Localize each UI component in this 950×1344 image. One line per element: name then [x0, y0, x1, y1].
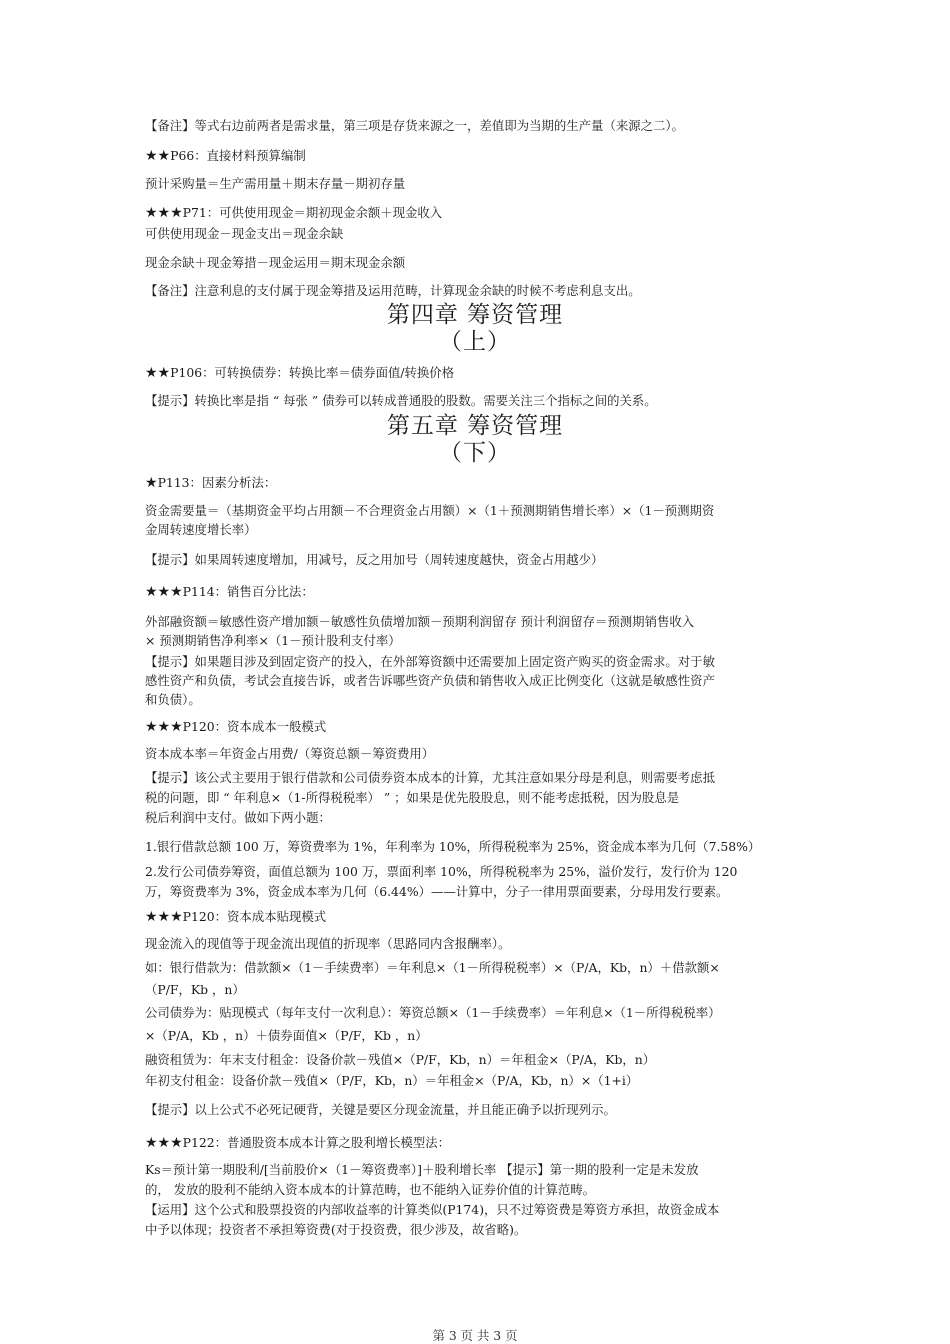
note-line: 【提示】如果周转速度增加，用减号，反之用加号（周转速度越快，资金占用越少）	[145, 552, 604, 567]
note-line: 【提示】该公式主要用于银行借款和公司债券资本成本的计算，尤其注意如果分母是利息，则需要考虑抵	[145, 770, 715, 785]
star-rating: ★	[145, 475, 158, 491]
formula-line: 的， 发放的股利不能纳入资本成本的计算范畴，也不能纳入证券价值的计算范畴。	[145, 1182, 596, 1197]
exercise-line: 1.银行借款总额 100 万，筹资费率为 1%，年利率为 10%，所得税税率为 25%，资金成本率为几何（7.58%）	[145, 839, 761, 854]
exercise-line: 万，筹资费率为 3%，资金成本率为几何（6.44%）——计算中，分子一律用票面要素，分母用发行要素。	[145, 884, 729, 899]
section-heading: ★★★P71：可供使用现金＝期初现金余额＋现金收入	[145, 205, 443, 221]
note-line: 【备注】等式右边前两者是需求量，第三项是存货来源之一，差值即为当期的生产量（来源之二）。	[145, 118, 684, 133]
chapter-subtitle: （下）	[439, 440, 511, 466]
star-rating: ★★★	[145, 719, 183, 735]
note-line: 税的问题，即 “ 年利息×（1-所得税税率） ” ；如果是优先股股息，则不能考虑抵税，因为股息是	[145, 790, 680, 805]
formula-line: 资本成本率＝年资金占用费/（筹资总额－筹资费用）	[145, 746, 435, 761]
note-line: 【提示】如果题目涉及到固定资产的投入，在外部筹资额中还需要加上固定资产购买的资金需求。对于敏	[145, 654, 715, 669]
note-line: 感性资产和负债，考试会直接告诉，或者告诉哪些资产负债和销售收入成正比例变化（这就是敏感性资产	[145, 673, 715, 688]
formula-line: 融资租赁为：年末支付租金：设备价款－残值×（P/F，Kb，n）＝年租金×（P/A，Kb，n）	[145, 1052, 656, 1067]
formula-line: 如：银行借款为：借款额×（1－手续费率）＝年利息×（1－所得税税率）×（P/A，Kb，n）＋借款额×	[145, 960, 720, 975]
star-rating: ★★	[145, 148, 171, 164]
star-rating: ★★★	[145, 205, 183, 221]
chapter-subtitle: （上）	[439, 329, 511, 355]
section-heading: ★★★P122：普通股资本成本计算之股利增长模型法：	[145, 1135, 451, 1151]
formula-line: （P/F，Kb ，n）	[145, 982, 245, 997]
exercise-line: 2.发行公司债券筹资，面值总额为 100 万，票面利率 10%，所得税税率为 25%，溢价发行，发行价为 120	[145, 864, 738, 879]
section-heading: ★★★P120：资本成本贴现模式	[145, 909, 327, 925]
formula-line: 资金需要量＝（基期资金平均占用额－不合理资金占用额）×（1＋预测期销售增长率）×（1－预测期资	[145, 503, 715, 518]
chapter-title: 第四章 筹资管理	[386, 302, 564, 328]
formula-line: ×（P/A，Kb ，n）＋债券面值×（P/F，Kb ，n）	[145, 1028, 428, 1043]
section-heading: ★★★P114：销售百分比法：	[145, 584, 314, 600]
section-heading: ★★★P120：资本成本一般模式	[145, 719, 327, 735]
section-heading: ★P113：因素分析法：	[145, 475, 277, 491]
star-rating: ★★★	[145, 1135, 183, 1151]
star-rating: ★★	[145, 365, 171, 381]
note-line: 【运用】这个公式和股票投资的内部收益率的计算类似(P174)，只不过筹资费是筹资方承担，故资金成本	[145, 1202, 720, 1217]
formula-line: 现金流入的现值等于现金流出现值的折现率（思路同内含报酬率）。	[145, 936, 511, 951]
formula-line: 外部融资额＝敏感性资产增加额－敏感性负债增加额－预期利润留存 预计利润留存＝预测期销售收入	[145, 614, 695, 629]
chapter-title: 第五章 筹资管理	[386, 413, 564, 439]
formula-line: 年初支付租金：设备价款－残值×（P/F，Kb，n）＝年租金×（P/A，Kb，n）×（1+i）	[145, 1073, 639, 1088]
formula-line: 可供使用现金－现金支出＝现金余缺	[145, 226, 344, 241]
formula-line: 金周转速度增长率）	[145, 522, 257, 537]
formula-line: 现金余缺＋现金筹措－现金运用＝期末现金余额	[145, 255, 406, 270]
section-heading: ★★P66：直接材料预算编制	[145, 148, 306, 164]
note-line: 【备注】注意利息的支付属于现金筹措及运用范畴，计算现金余缺的时候不考虑利息支出。	[145, 283, 641, 298]
note-line: 【提示】以上公式不必死记硬背，关键是要区分现金流量，并且能正确予以折现列示。	[145, 1102, 616, 1117]
formula-line: Ks＝预计第一期股利/[当前股价×（1－筹资费率）]＋股利增长率 【提示】第一期的股利一定是未发放	[145, 1162, 699, 1177]
star-rating: ★★★	[145, 909, 183, 925]
formula-line: × 预测期销售净利率×（1－预计股利支付率）	[145, 633, 401, 648]
star-rating: ★★★	[145, 584, 183, 600]
page-footer: 第 3 页 共 3 页	[432, 1328, 518, 1343]
note-line: 和负债）。	[145, 692, 201, 707]
formula-line: 公司债券为：贴现模式（每年支付一次利息）：筹资总额×（1－手续费率）＝年利息×（1－所得税税率）	[145, 1005, 721, 1020]
formula-line: 预计采购量＝生产需用量＋期末存量－期初存量	[145, 176, 406, 191]
note-line: 中予以体现；投资者不承担筹资费(对于投资费，很少涉及，故省略)。	[145, 1222, 527, 1237]
note-line: 税后利润中支付。做如下两小题：	[145, 810, 331, 825]
note-line: 【提示】转换比率是指 “ 每张 ” 债券可以转成普通股的股数。需要关注三个指标之间的关系。	[145, 393, 657, 408]
section-heading: ★★P106：可转换债券：转换比率＝债券面值/转换价格	[145, 365, 455, 381]
